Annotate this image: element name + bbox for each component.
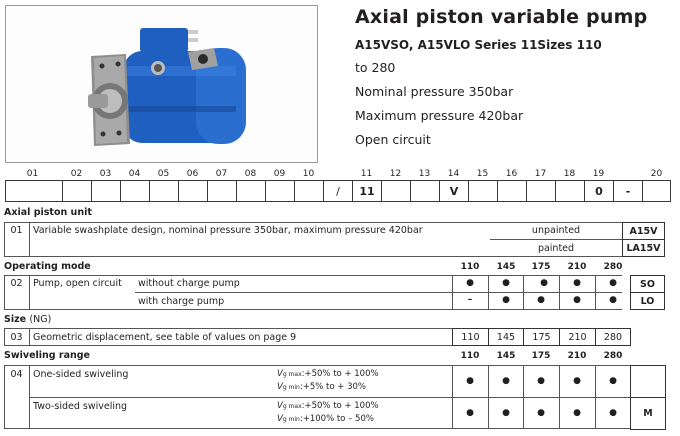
position-number: 05 [157, 169, 170, 179]
type-code-box-14[interactable]: V [439, 180, 468, 202]
availability-mark: ● [609, 295, 617, 305]
type-code-box-06[interactable] [178, 180, 207, 202]
row-number: 02 [10, 278, 23, 289]
availability-mark: ● [466, 408, 474, 418]
option-label-two-sided-swiveling: Two-sided swiveling [33, 400, 128, 412]
type-code-box-08[interactable] [236, 180, 265, 202]
option-label-without-charge-pump: without charge pump [138, 278, 240, 289]
position-number: 08 [244, 169, 257, 179]
code-SO[interactable]: SO [630, 275, 665, 293]
position-number: 20 [650, 169, 663, 179]
size-option-175[interactable]: 175 [523, 328, 560, 346]
info-line-maximum-pressure: Maximum pressure 420bar [355, 108, 524, 123]
availability-mark: ● [466, 376, 474, 386]
availability-mark: ● [573, 295, 581, 305]
position-number: 10 [302, 169, 315, 179]
section-title-axial-piston-unit: Axial piston unit [4, 207, 92, 218]
code-LA15V[interactable]: LA15V [622, 239, 665, 257]
position-number: 07 [215, 169, 228, 179]
vg-min-range-one-sided: V g min :+5% to + 30% [277, 382, 366, 392]
position-number: 16 [505, 169, 518, 179]
availability-mark: ● [609, 376, 617, 386]
option-label-with-charge-pump: with charge pump [138, 296, 225, 307]
availability-mark: ● [573, 376, 581, 386]
position-number: 14 [447, 169, 460, 179]
position-number: 09 [273, 169, 286, 179]
type-code-box-04[interactable] [120, 180, 149, 202]
type-code-box-05[interactable] [149, 180, 178, 202]
availability-mark: ● [537, 295, 545, 305]
size-title-suffix: (NG) [29, 314, 52, 325]
availability-mark: ● [502, 408, 510, 418]
type-code-box-12[interactable] [381, 180, 410, 202]
type-code-box-20[interactable] [642, 180, 671, 202]
position-number: 17 [534, 169, 547, 179]
availability-mark: ● [537, 408, 545, 418]
type-code-box-16[interactable] [497, 180, 526, 202]
code-M[interactable]: M [630, 397, 666, 430]
availability-mark: ● [609, 278, 617, 288]
code-A15V[interactable]: A15V [622, 222, 665, 240]
type-code-box-02[interactable] [62, 180, 91, 202]
position-number: 13 [418, 169, 431, 179]
position-number: 12 [389, 169, 402, 179]
type-code-box-19[interactable]: 0 [584, 180, 613, 202]
row-description: Pump, open circuit [33, 278, 122, 289]
type-code-box-13[interactable] [410, 180, 439, 202]
row-number: 04 [10, 368, 23, 380]
position-number: 19 [592, 169, 605, 179]
availability-mark: ● [609, 408, 617, 418]
type-code-box-10[interactable] [294, 180, 323, 202]
position-number: 02 [70, 169, 83, 179]
availability-mark: ● [502, 295, 510, 305]
size-header: 280 [603, 262, 623, 272]
type-code-box-01[interactable] [5, 180, 62, 202]
option-label-unpainted: unpainted [531, 225, 581, 236]
type-code-separator-dash: - [613, 180, 642, 202]
availability-mark: ● [540, 278, 548, 288]
size-header: 145 [496, 262, 516, 272]
vg-symbol: V [277, 369, 283, 379]
type-code-separator-slash: / [323, 180, 352, 202]
availability-mark: – [467, 295, 473, 305]
vg-max-range-two-sided: V g max :+50% to + 100% [277, 401, 379, 411]
product-image [5, 5, 318, 163]
size-option-145[interactable]: 145 [488, 328, 524, 346]
row-description: Variable swashplate design, nominal pressure 350bar, maximum pressure 420bar [33, 225, 423, 236]
size-option-280[interactable]: 280 [595, 328, 631, 346]
section-title-swiveling-range: Swiveling range [4, 350, 90, 361]
size-header: 145 [496, 351, 516, 361]
size-header: 210 [567, 351, 587, 361]
type-code-box-15[interactable] [468, 180, 497, 202]
vg-min-range-two-sided: V g min :+100% to – 50% [277, 414, 374, 424]
size-header: 280 [603, 351, 623, 361]
type-code-box-03[interactable] [91, 180, 120, 202]
size-header: 175 [531, 262, 551, 272]
position-number: 11 [360, 169, 373, 179]
type-code-box-09[interactable] [265, 180, 294, 202]
size-header: 175 [531, 351, 551, 361]
availability-mark: ● [573, 408, 581, 418]
position-number: 01 [26, 169, 39, 179]
info-line-nominal-pressure: Nominal pressure 350bar [355, 84, 514, 99]
page-title: Axial piston variable pump [355, 6, 648, 28]
row-description: Geometric displacement, see table of values on page 9 [33, 331, 297, 343]
position-number: 15 [476, 169, 489, 179]
type-code-box-07[interactable] [207, 180, 236, 202]
availability-mark: ● [502, 376, 510, 386]
option-label-painted: painted [537, 243, 575, 254]
type-code-box-17[interactable] [526, 180, 555, 202]
size-header: 210 [567, 262, 587, 272]
availability-mark: ● [502, 278, 510, 288]
size-header: 110 [460, 351, 480, 361]
size-title: Size [4, 314, 27, 325]
availability-mark: ● [466, 278, 474, 288]
type-code-box-18[interactable] [555, 180, 584, 202]
series-subtitle: A15VSO, A15VLO Series 11Sizes 110 [355, 38, 602, 52]
size-header: 110 [460, 262, 480, 272]
availability-mark: ● [573, 278, 581, 288]
availability-mark: ● [537, 376, 545, 386]
code-LO[interactable]: LO [630, 292, 665, 310]
pump-illustration-icon [6, 6, 317, 162]
code-one-sided-empty[interactable] [630, 365, 666, 398]
row-number: 01 [10, 225, 23, 236]
info-line-sizes: to 280 [355, 60, 396, 75]
row-number: 03 [10, 331, 23, 343]
position-number: 03 [99, 169, 112, 179]
size-option-210[interactable]: 210 [559, 328, 596, 346]
info-line-circuit: Open circuit [355, 132, 431, 147]
position-number: 04 [128, 169, 141, 179]
section-title-operating-mode: Operating mode [4, 261, 91, 272]
size-option-110[interactable]: 110 [452, 328, 489, 346]
position-number: 18 [563, 169, 576, 179]
option-label-one-sided-swiveling: One-sided swiveling [33, 368, 129, 380]
vg-max-range-one-sided: V g max :+50% to + 100% [277, 369, 379, 379]
section-title-size [4, 314, 51, 325]
type-code-box-11[interactable]: 11 [352, 180, 381, 202]
position-number: 06 [186, 169, 199, 179]
